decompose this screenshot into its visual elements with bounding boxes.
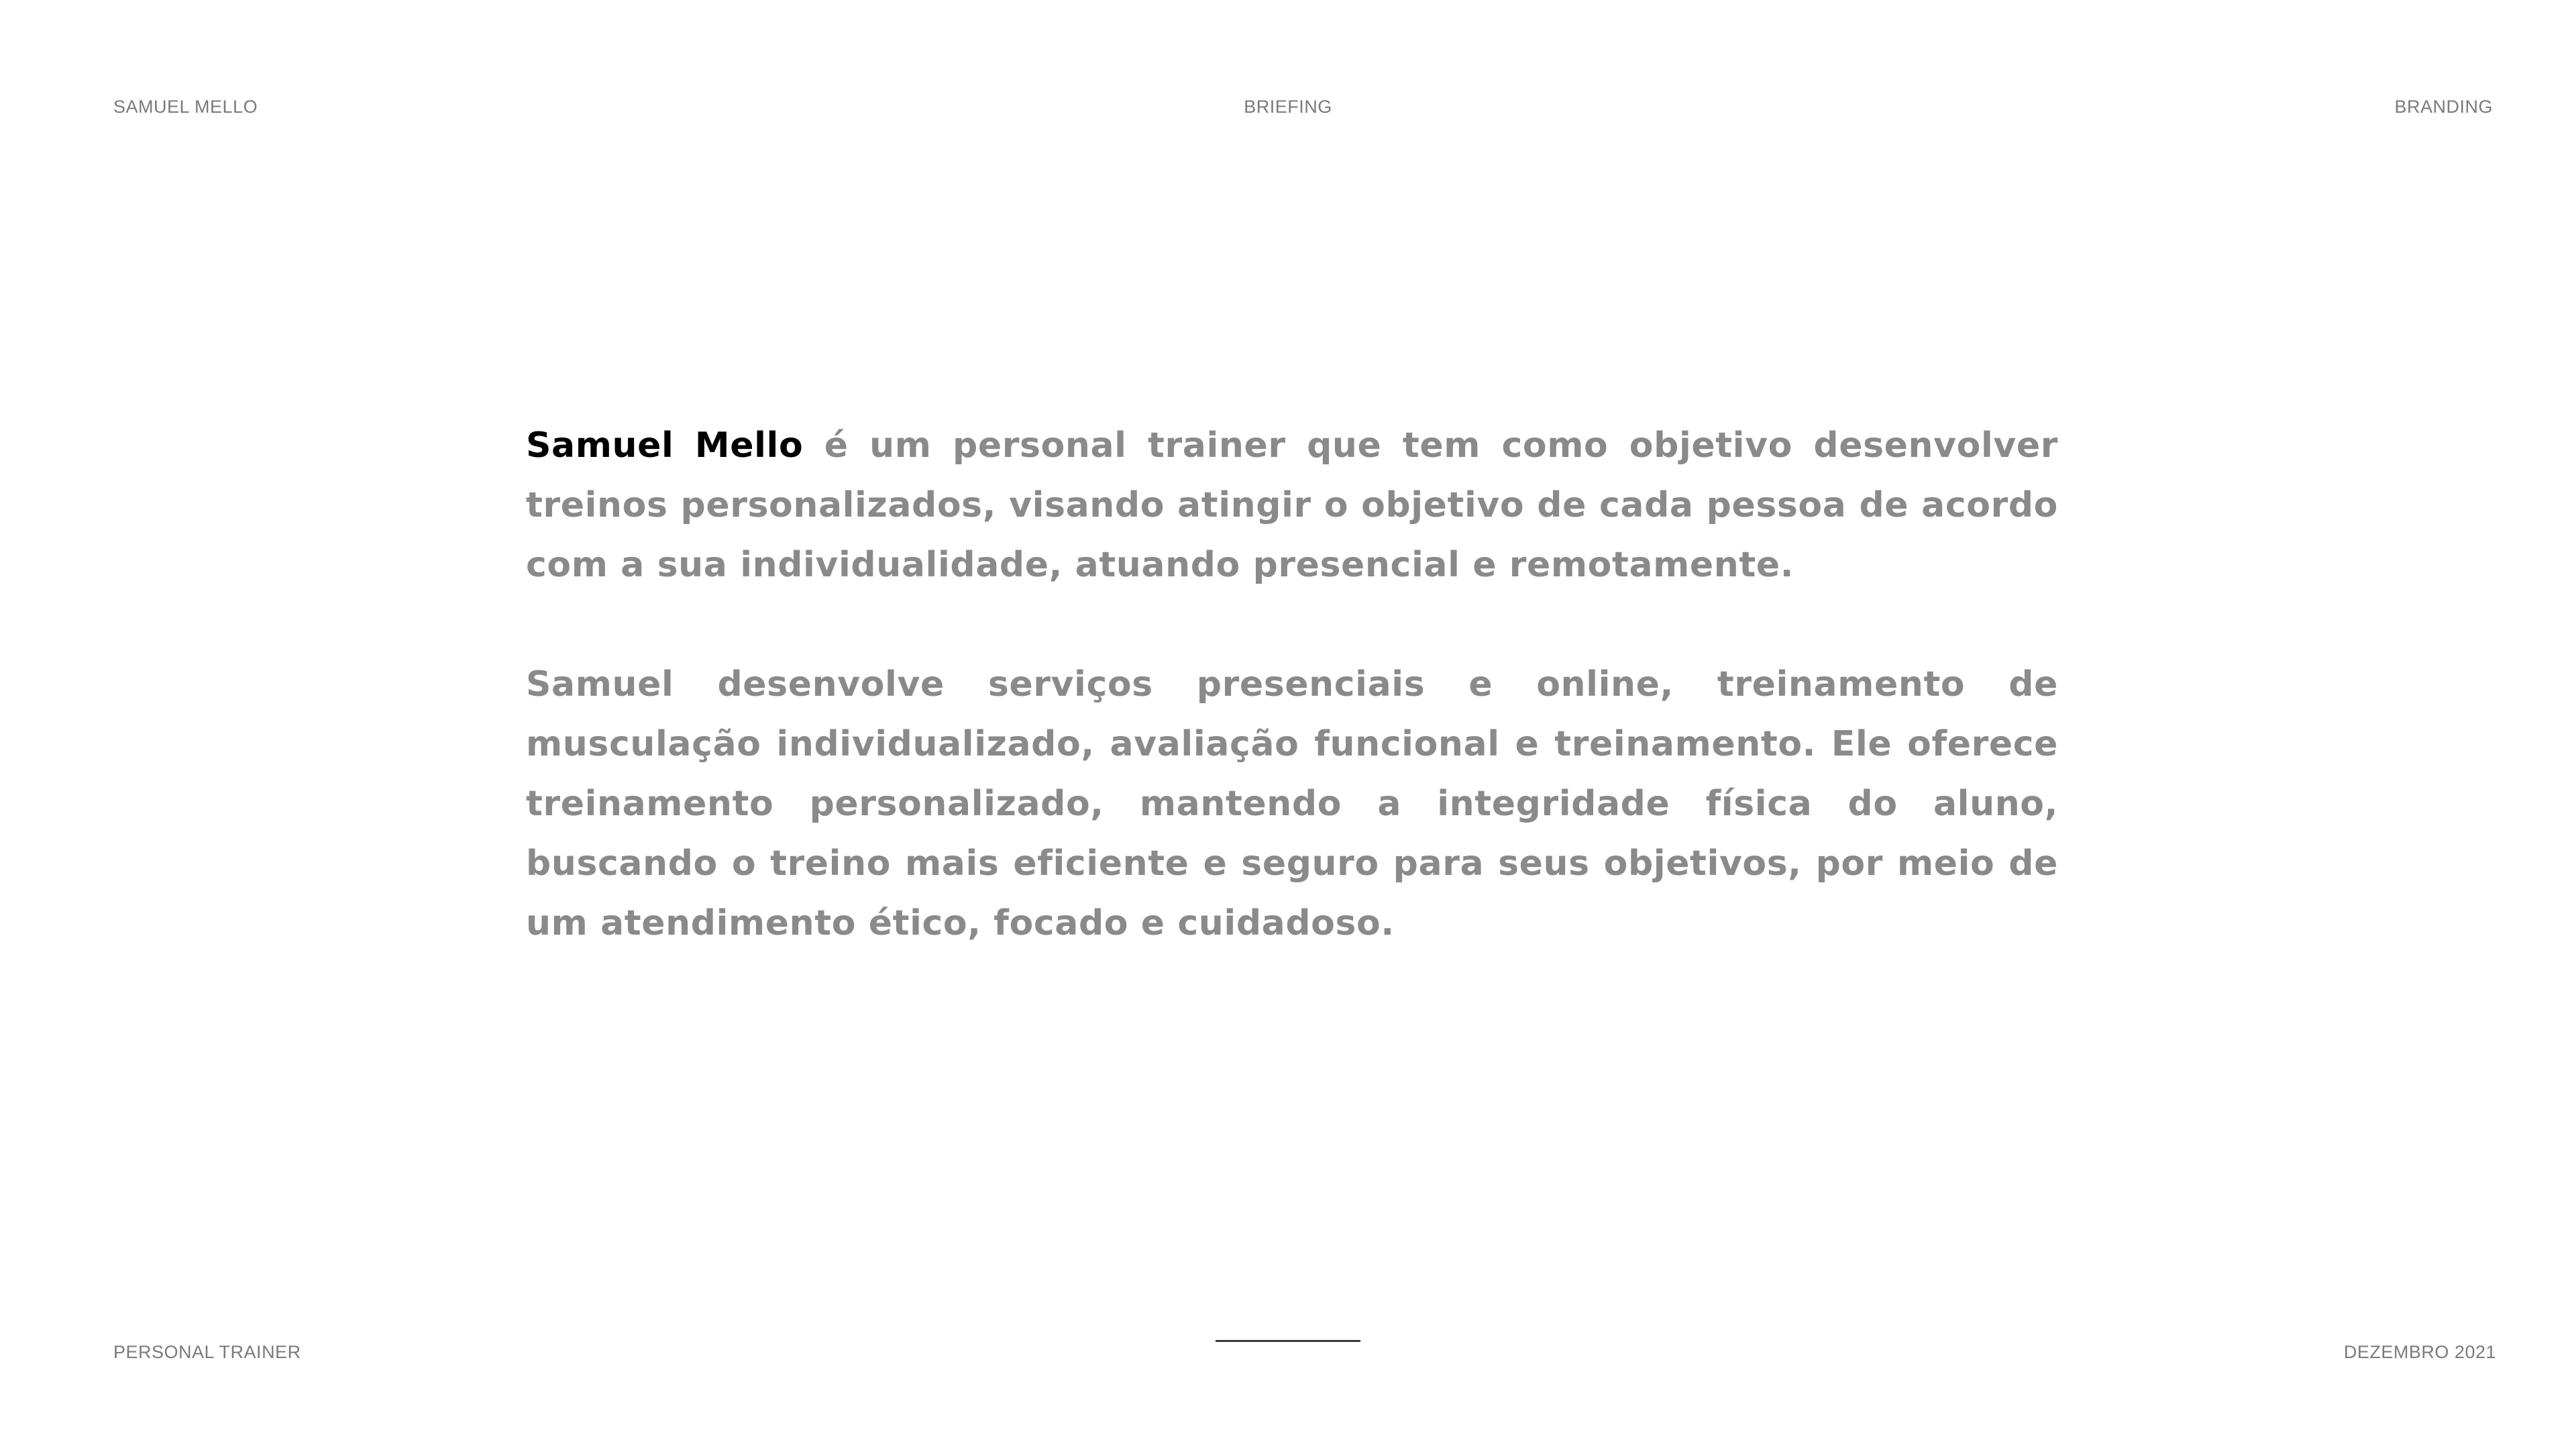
- briefing-text-block: [526, 416, 2058, 953]
- footer-role: PERSONAL TRAINER: [113, 1342, 301, 1362]
- header-category: BRANDING: [2394, 97, 2493, 117]
- footer-date: DEZEMBRO 2021: [2343, 1342, 2496, 1362]
- footer-divider: [1216, 1340, 1360, 1342]
- highlight-name: Samuel Mello: [526, 425, 804, 466]
- header-brand-name: SAMUEL MELLO: [113, 97, 258, 117]
- briefing-paragraph-1: [526, 416, 2058, 595]
- header-section-title: BRIEFING: [1244, 97, 1332, 117]
- paragraph-1-text: é um personal trainer que tem como objetivo desenvolver treinos personalizados, visando atingir o objetivo de cada pessoa de acordo com a sua individualidade, atuando presencial e remotamente.: [526, 425, 2058, 585]
- briefing-paragraph-2: Samuel desenvolve serviços presenciais e online, treinamento de musculação individualizado, avaliação funcional e treinamento. Ele oferece treinamento personalizado, mantendo a integridade física do aluno, buscando o treino mais eficiente e seguro para seus objetivos, por meio de um atendimento ético, focado e cuidadoso.: [526, 664, 2058, 943]
